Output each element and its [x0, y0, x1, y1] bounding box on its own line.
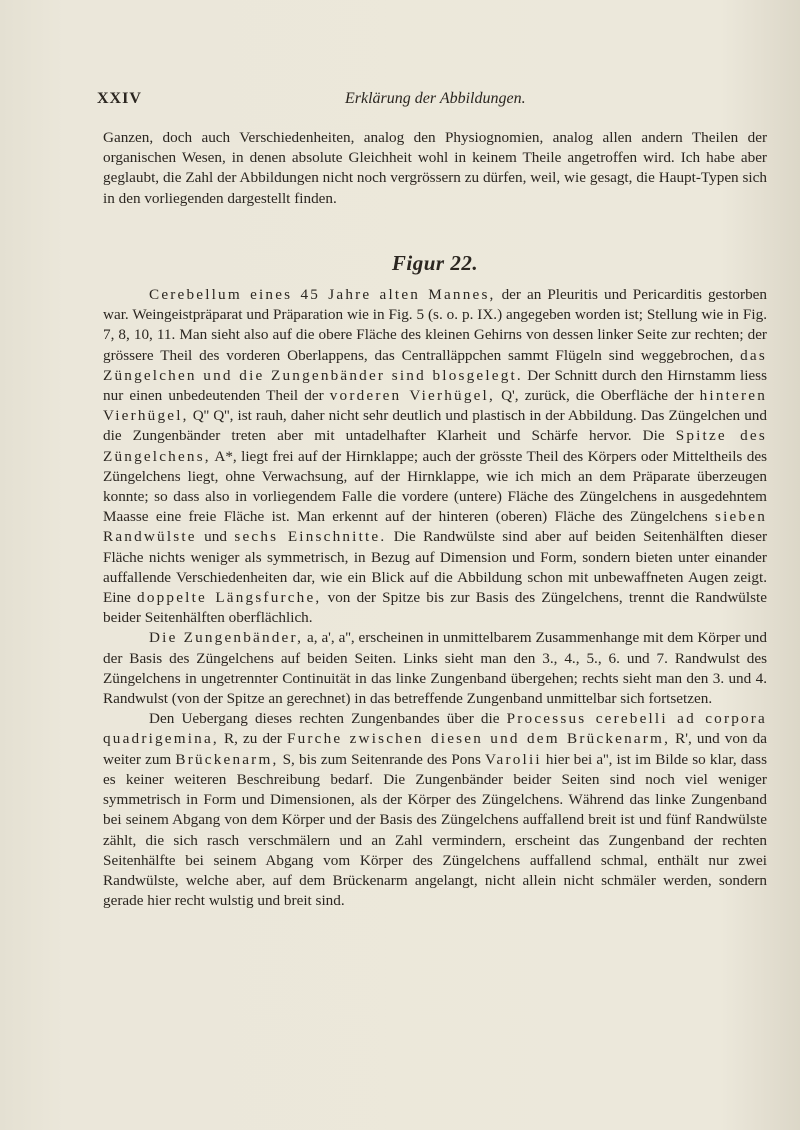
text-run: Der Schnitt durch den Hirnstamm liess nur einen unbedeutenden Theil der [103, 366, 767, 405]
spaced-text: das Züngelchen und die Zungenbänder sind blosgelegt. [103, 346, 767, 384]
page-number: XXIV [97, 90, 142, 107]
spaced-text: Brückenarm, [175, 750, 279, 768]
text-run: a, a', a'', erscheinen in unmittelbarem Zusammenhange mit dem Körper und der Basis des Züngelchens auf beiden Seiten. Links sieht man den 3., 4., 5., 6. und 7. Randwulst des Züngelchens in ungetrennter Continuität in das linke Zungenband übergehen; rechts sieht man den 3. und 4. Randwulst (von der Spitze an gerechnet) in das betreffende Zungenband unmittelbar sich fortsetzen. [103, 629, 767, 708]
spaced-text: vorderen Vierhügel, [329, 387, 495, 405]
text-run: hier bei a'', ist im Bilde so klar, dass es keiner weiteren Beschreibung bedarf. Die Zungenbänder beider Seiten sind noch viel weniger symmetrisch in Form und Dimensionen, als der Körper des Züngelchens. Während das linke Zungenband bei seinem Abgang von dem Körper und der Basis des Züngelchens auffallend breit ist und fünf Randwülste zählt, die sich rasch verschmälern und an Zahl vermindern, erscheint das Zungenband der rechten Seitenhälfte bei seinem Abgang vom Körper des Züngelchens auffallend schmal, enthält nur zwei Randwülste, welche aber, auf dem Brückenarm angelangt, nicht allein nicht schmäler werden, sondern gerade hier recht wulstig und breit sind. [103, 750, 767, 910]
spaced-text: Processus cerebelli ad corpora quadrigemina, [103, 710, 767, 748]
spaced-text: Varolii [485, 750, 542, 768]
spaced-text: Spitze des Züngelchens, [103, 427, 767, 465]
text-run: R, zu der [218, 730, 287, 748]
paragraph-figure-description [103, 285, 767, 628]
spaced-text: Furche zwischen diesen und dem Brückenarm, [286, 730, 671, 748]
text-run: Q'' Q'', ist rauh, daher nicht sehr deutlich und plastisch in der Abbildung. Das Züngelchen und die Zungenbänder treten aber mit untadelhafter Klarheit und Schärfe hervor. Die [103, 407, 767, 445]
spaced-text: sechs Einschnitte. [234, 528, 387, 546]
page-body [103, 128, 767, 911]
text-run: R', und von da weiter zum [103, 730, 768, 768]
spaced-text: Cerebellum eines 45 Jahre alten Mannes, [149, 286, 496, 304]
text-run: von der Spitze bis zur Basis des Züngelchens, trennt die Randwülste beider Seitenhälften oberflächlich. [103, 589, 767, 627]
figure-heading: Figur 22. [391, 250, 479, 275]
spaced-text: sieben Randwülste [103, 508, 767, 546]
text-run: Q', zurück, die Oberfläche der [494, 387, 700, 405]
text-run: und [196, 528, 235, 546]
spaced-text: Die Zungenbänder, [149, 629, 304, 647]
text-run: S, bis zum Seitenrande des Pons [278, 750, 486, 768]
text-run: Den Uebergang dieses rechten Zungenbandes über die [149, 710, 507, 728]
running-head: Erklärung der Abbildungen. [345, 90, 526, 107]
paragraph-zungenbaender [103, 628, 767, 709]
page-header [97, 88, 767, 112]
paragraph-uebergang [103, 709, 767, 911]
intro-paragraph: Ganzen, doch auch Verschiedenheiten, analog den Physiognomien, analog allen andern Theilen der organischen Wesen, in denen absolute Gleichheit wohl in keinem Theile angetroffen wird. Ich habe aber geglaubt, die Zahl der Abbildungen nicht noch vergrössern zu dürfen, weil, wie gesagt, die Haupt-Typen sich in den vorliegenden dargestellt finden. [103, 129, 767, 207]
text-run: A*, liegt frei auf der Hirnklappe; auch der grösste Theil des Körpers oder Mitteltheils des Züngelchens liegt, ohne Verwachsung, auf der Hirnklappe, wie ich mich an dem Präparate überzeugen konnte; so dass also in vorliegendem Falle die vordere (untere) Fläche des Züngelchens in ausgedehntem Maasse eine freie Fläche ist. Man erkennt auf der hinteren (oberen) Fläche des Züngelchens [103, 447, 767, 526]
spaced-text: hinteren Vierhügel, [103, 387, 767, 425]
text-run: Die Randwülste sind aber auf beiden Seitenhälften dieser Fläche nichts weniger als symmetrisch, in Bezug auf Dimension und Form, sondern bieten unter einander auffallende Verschiedenheiten dar, wie ein Blick auf die Abbildung schon mit unbewaffneten Augen zeigt. Eine [103, 528, 768, 607]
spaced-text: doppelte Längsfurche, [137, 589, 322, 607]
text-run: der an Pleuritis und Pericarditis gestorben war. Weingeistpräparat und Präparation wie in Fig. 5 (s. o. p. IX.) angegeben worden ist; Stellung wie in Fig. 7, 8, 10, 11. Man sieht also auf die obere Fläche des kleinen Gehirns von dessen linker Seite zur rechten; der grössere Theil des vorderen Oberlappens, das Centralläppchen sammt Flügeln sind weggebrochen, [103, 286, 767, 364]
